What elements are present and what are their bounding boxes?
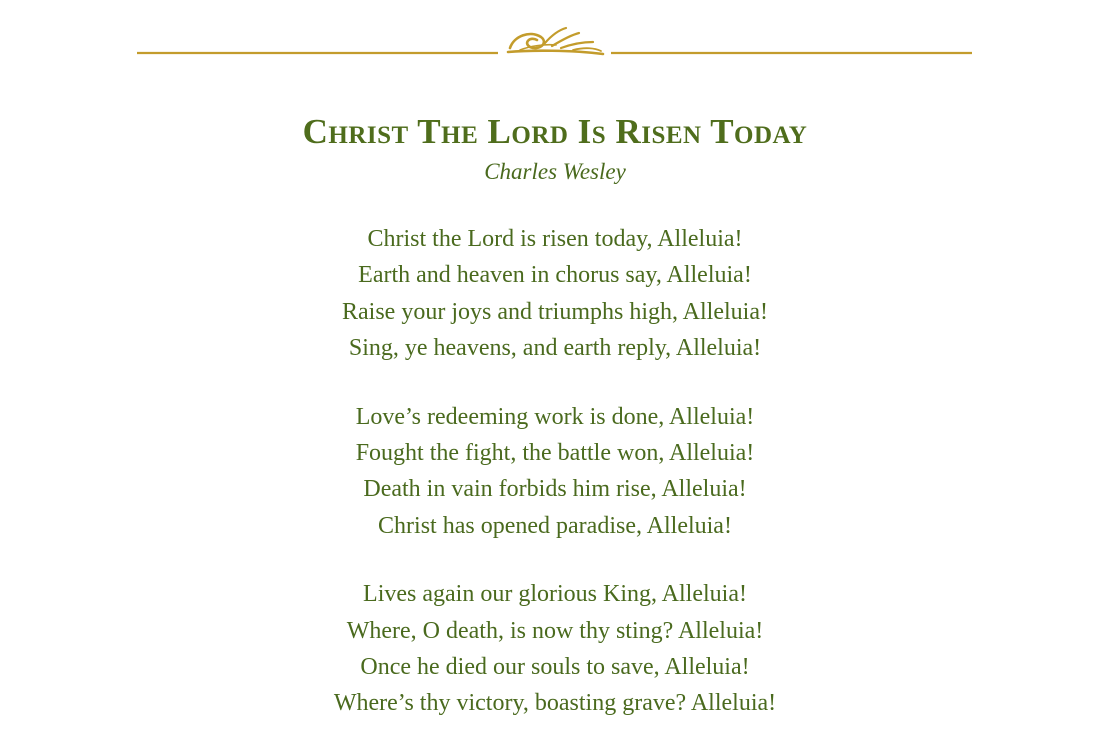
- stanza-1: [0, 221, 1110, 367]
- ornament-rule: [0, 20, 1110, 70]
- stanza-3: [0, 576, 1110, 722]
- lyric-line: Where’s thy victory, boasting grave? Alleluia!: [333, 690, 777, 717]
- lyric-line: Christ the Lord is risen today, Alleluia!: [367, 226, 743, 252]
- lyric-line: Once he died our souls to save, Alleluia!: [360, 654, 750, 681]
- lyric-line: Where, O death, is now thy sting? Alleluia!: [346, 617, 764, 644]
- hymn-lyrics: [0, 221, 1110, 754]
- lyric-line: Death in vain forbids him rise, Alleluia!: [363, 476, 747, 503]
- flourish-icon: [508, 28, 603, 54]
- lyric-line: Love’s redeeming work is done, Alleluia!: [355, 403, 755, 430]
- hymn-title: Christ The Lord Is Risen Today: [302, 112, 808, 151]
- lyric-line: Fought the fight, the battle won, Alleluia!: [355, 440, 755, 467]
- lyric-line: Christ has opened paradise, Alleluia!: [378, 512, 732, 539]
- hymn-author: Charles Wesley: [484, 159, 626, 184]
- stanza-2: [0, 399, 1110, 545]
- lyric-line: Lives again our glorious King, Alleluia!: [363, 581, 747, 608]
- lyric-line: Earth and heaven in chorus say, Alleluia!: [358, 262, 752, 289]
- lyric-line: Sing, ye heavens, and earth reply, Alleluia!: [348, 335, 762, 362]
- lyric-line: Raise your joys and triumphs high, Alleluia!: [342, 298, 768, 325]
